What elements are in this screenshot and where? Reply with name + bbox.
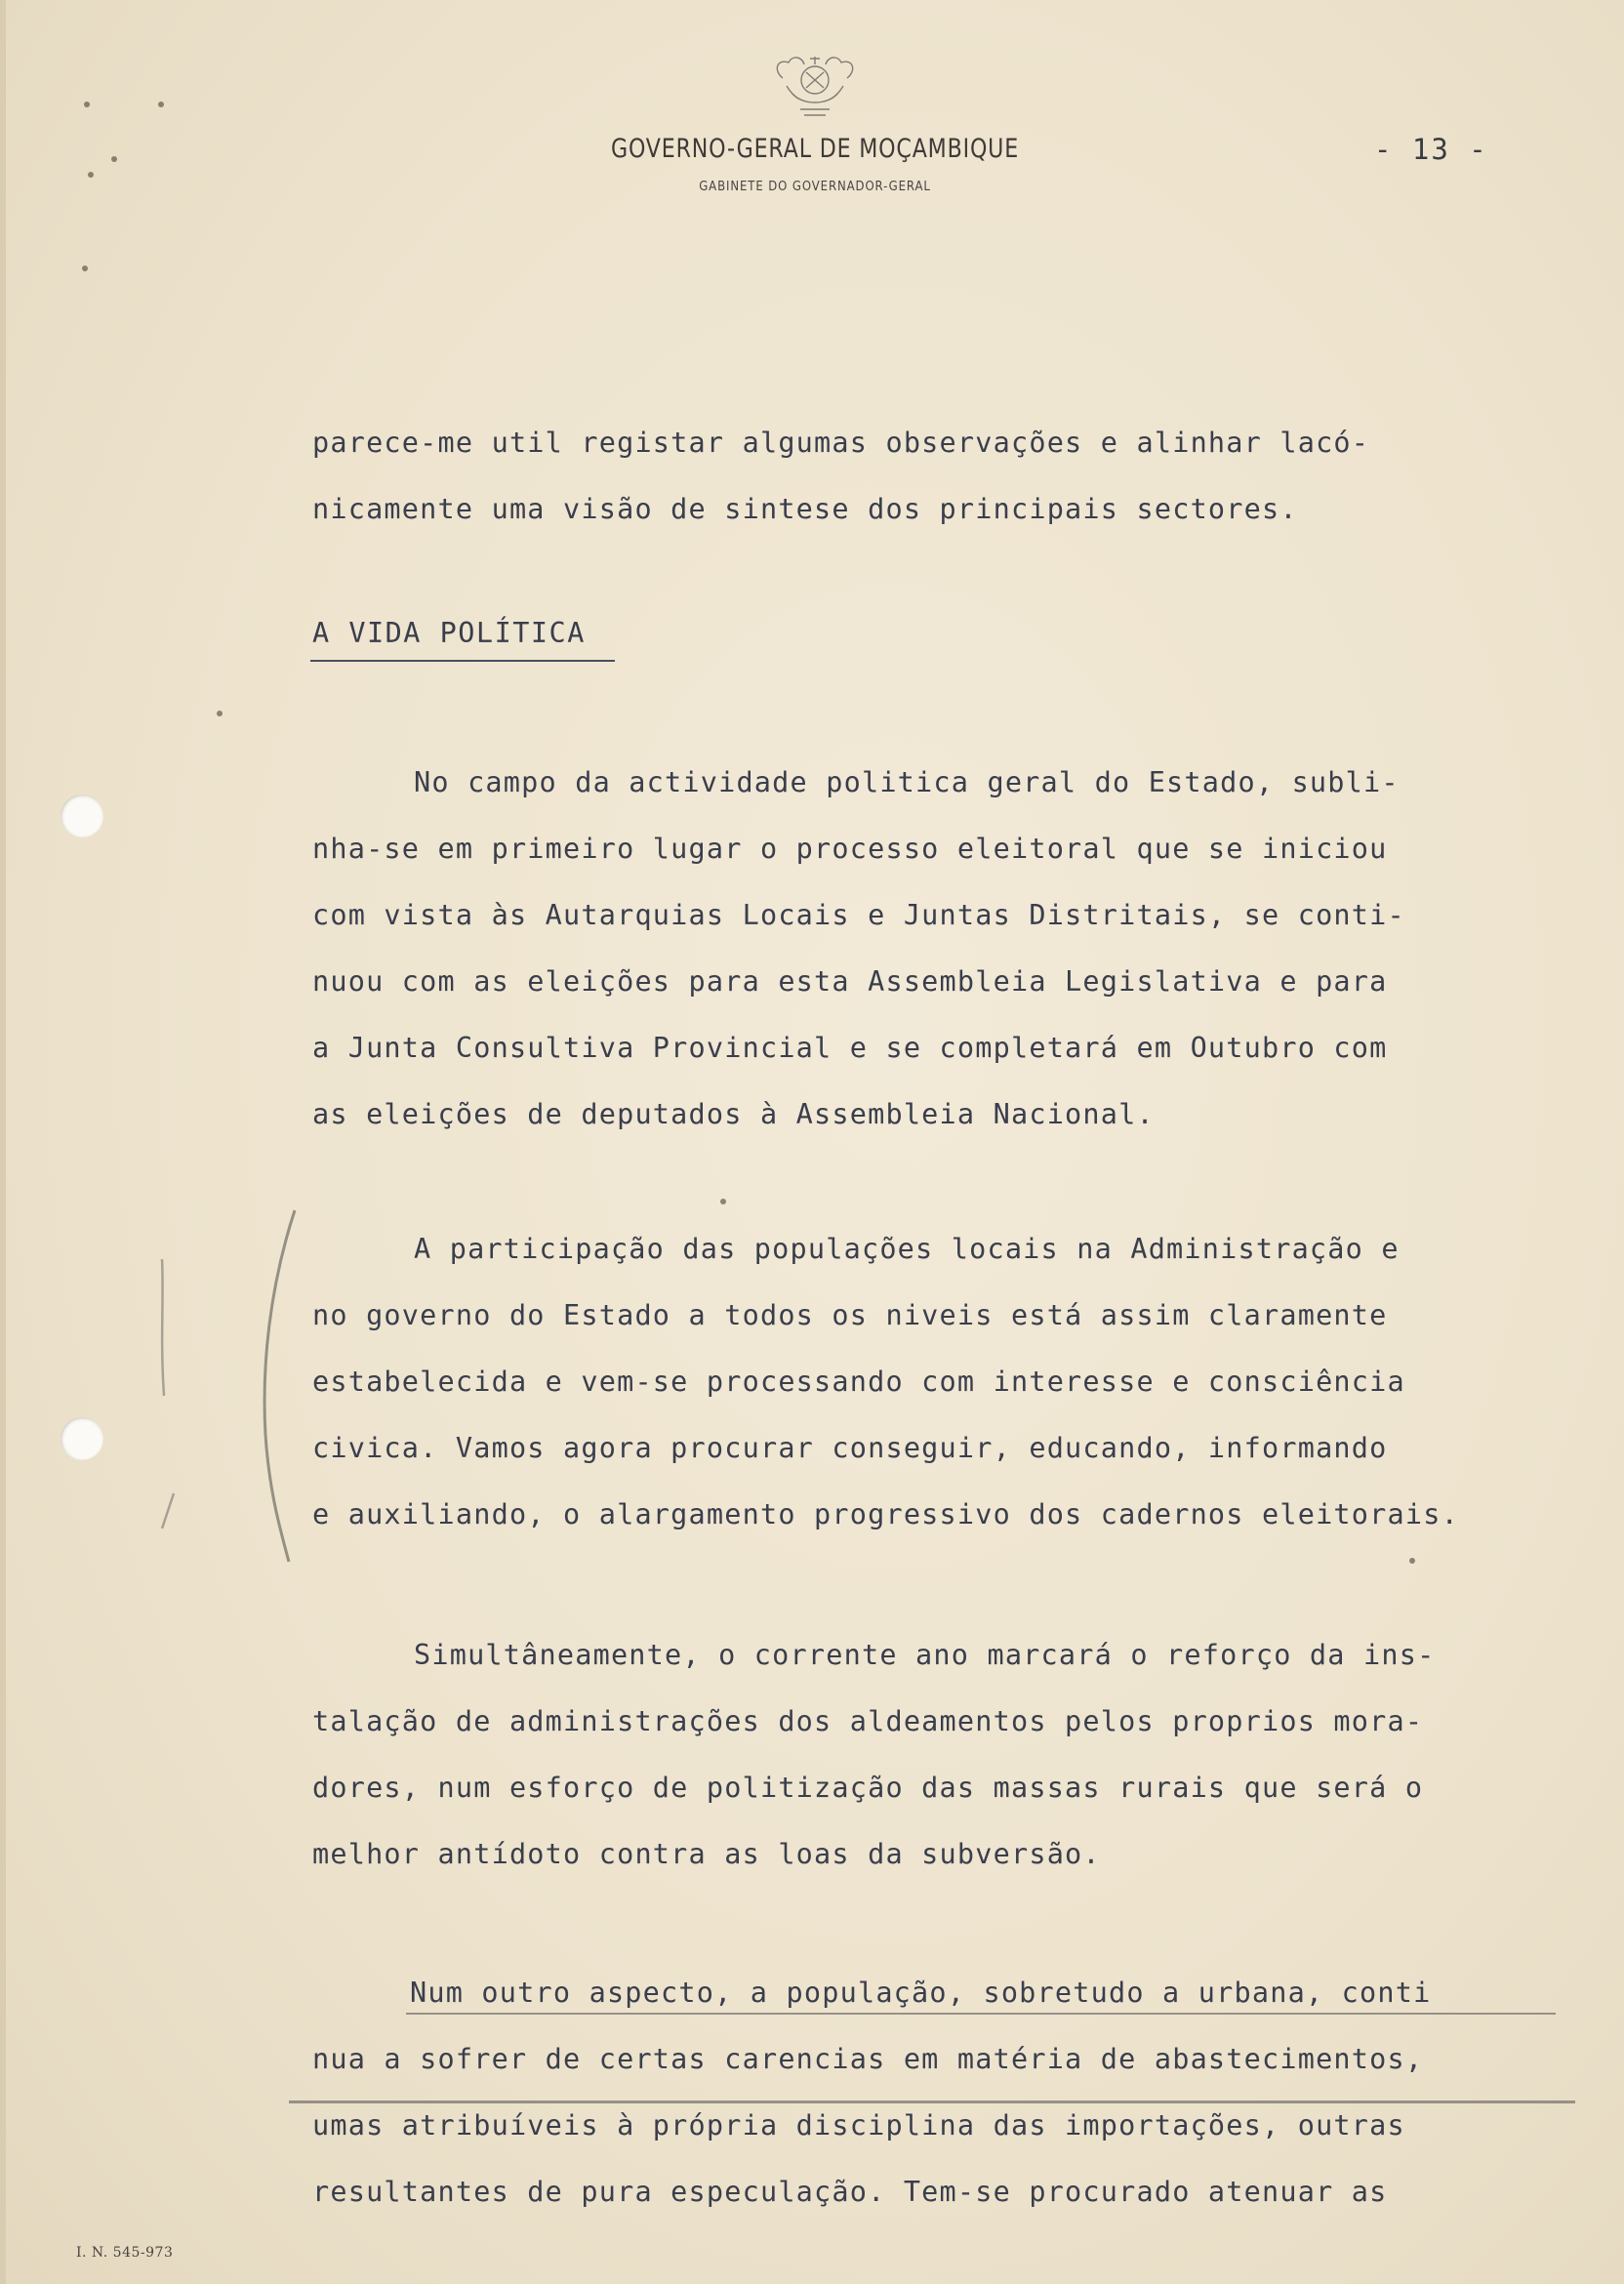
paper-speck — [1409, 1558, 1415, 1564]
text-line: No campo da actividade politica geral do Estado, subli- — [414, 766, 1400, 798]
paper-speck — [88, 172, 94, 178]
paragraph-political-activity — [312, 750, 1405, 1148]
text-line: estabelecida e vem-se processando com interesse e consciência — [312, 1366, 1405, 1398]
paragraph-supply-shortages — [312, 1960, 1431, 2225]
text-line: no governo do Estado a todos os niveis está assim claramente — [312, 1299, 1388, 1331]
section-heading: A VIDA POLÍTICA — [312, 617, 586, 649]
paper-speck — [158, 102, 164, 107]
text-line: umas atribuíveis à própria disciplina das importações, outras — [312, 2109, 1405, 2141]
text-line: nicamente uma visão de sintese dos principais sectores. — [312, 493, 1298, 525]
footer-form-code: I. N. 545-973 — [76, 2245, 174, 2261]
text-line: nua a sofrer de certas carencias em matéria de abastecimentos, — [312, 2043, 1424, 2075]
page-number: - 13 - — [1374, 133, 1488, 166]
text-line: a Junta Consultiva Provincial e se completará em Outubro com — [312, 1032, 1388, 1064]
text-line: civica. Vamos agora procurar conseguir, educando, informando — [312, 1432, 1388, 1464]
text-line: talação de administrações dos aldeamentos pelos proprios mora- — [312, 1705, 1424, 1737]
text-line: melhor antídoto contra as loas da subversão. — [312, 1838, 1101, 1870]
text-line: e auxiliando, o alargamento progressivo dos cadernos eleitorais. — [312, 1498, 1459, 1530]
government-header-title: GOVERNO-GERAL DE MOÇAMBIQUE — [610, 134, 1020, 164]
paper-speck — [720, 1199, 726, 1204]
paper-speck — [111, 156, 117, 162]
paper-speck — [217, 711, 223, 716]
page-edge — [0, 0, 6, 2284]
paragraph-local-participation — [312, 1216, 1459, 1548]
cabinet-subtitle: GABINETE DO GOVERNADOR-GERAL — [699, 180, 931, 194]
text-line: parece-me util registar algumas observações e alinhar lacó- — [312, 427, 1370, 459]
paper-speck — [84, 102, 90, 107]
text-line: Simultâneamente, o corrente ano marcará o reforço da ins- — [414, 1639, 1436, 1671]
coat-of-arms-emblem-icon — [763, 51, 867, 129]
text-line: A participação das populações locais na Administração e — [414, 1233, 1400, 1265]
pencil-underline — [289, 2100, 1575, 2103]
text-line: nuou com as eleições para esta Assembleia Legislativa e para — [312, 965, 1388, 998]
text-line: com vista às Autarquias Locais e Juntas Distritais, se conti- — [312, 899, 1405, 931]
punch-hole — [61, 795, 103, 837]
punch-hole — [61, 1417, 103, 1460]
paper-speck — [82, 265, 88, 271]
text-line: Num outro aspecto, a população, sobretudo a urbana, conti — [410, 1977, 1432, 2009]
text-line: nha-se em primeiro lugar o processo eleitoral que se iniciou — [312, 833, 1388, 865]
paragraph-rural-politicization — [312, 1622, 1435, 1888]
text-line: as eleições de deputados à Assembleia Nacional. — [312, 1098, 1155, 1130]
pencil-margin-bracket — [146, 1201, 303, 1571]
heading-underline — [310, 660, 615, 662]
text-line: dores, num esforço de politização das massas rurais que será o — [312, 1772, 1424, 1804]
text-line: resultantes de pura especulação. Tem-se procurado atenuar as — [312, 2176, 1388, 2208]
intro-text — [312, 410, 1369, 543]
pencil-underline — [406, 2013, 1556, 2015]
